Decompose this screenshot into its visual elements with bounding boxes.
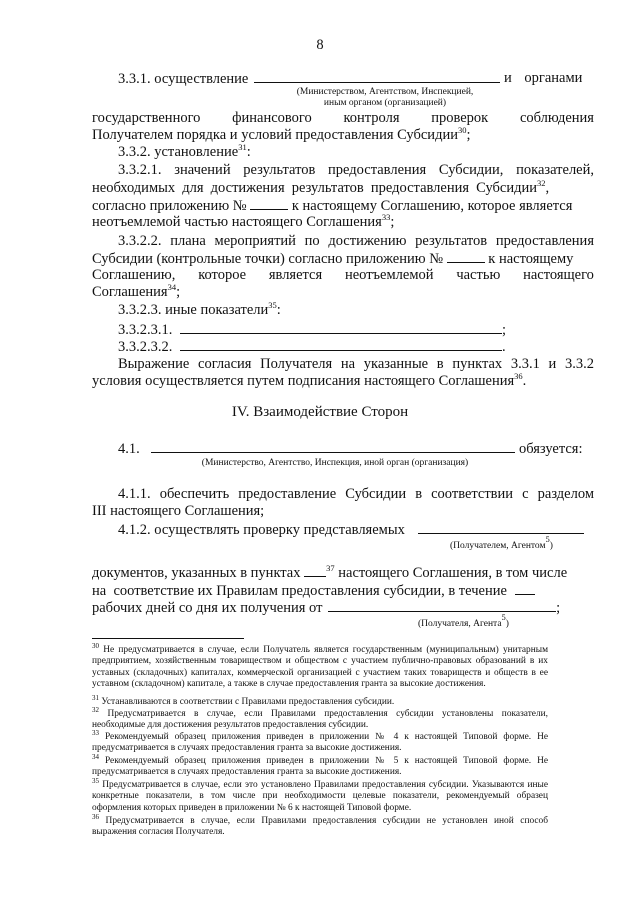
clause-3-3-2-3-2: [118, 338, 506, 356]
blank-field-recipient: [418, 521, 584, 534]
text: ;: [176, 284, 181, 300]
footnote-text: Предусматривается в случае, если Правилами предоставления субсидии не установлен иной способ выражения согласия Получателя.: [92, 816, 549, 838]
text: 4.1.2. осуществлять проверку представляемых: [118, 522, 405, 538]
text: согласно приложению №: [92, 198, 247, 214]
clause-3-3-1-line3: [92, 127, 471, 144]
text: необходимых для достижения результатов предоставления Субсидии: [92, 180, 537, 196]
text: .: [502, 339, 506, 355]
footnote-ref: 37: [326, 563, 335, 573]
word: неотъемлемой: [344, 267, 434, 283]
text: 3.3.2.3. иные показатели: [118, 302, 269, 318]
text: (Получателя, Агента: [418, 619, 502, 629]
clause-4-1: [118, 440, 583, 458]
word: является: [268, 267, 323, 283]
recipient-caption: [450, 534, 553, 552]
text: :: [246, 144, 251, 160]
text: условия осуществляется путем подписания настоящего Соглашения: [92, 373, 515, 389]
blank-field-authority: [151, 440, 515, 453]
page-number: 8: [316, 37, 324, 53]
clause-3-3-2-2-line2: [92, 250, 573, 268]
blank-field-clauses: [304, 564, 326, 577]
blank-field-indicator-1: [180, 321, 502, 334]
blank-field-recipient: [328, 599, 556, 612]
blank-field-authority: [254, 70, 500, 83]
word: настоящего: [523, 267, 594, 283]
text: неотъемлемой частью настоящего Соглашения: [92, 214, 382, 230]
clause-3-3-2-3-1: [118, 321, 506, 339]
footnote-number: 36: [92, 813, 99, 821]
footnote-ref: 35: [268, 300, 277, 310]
text: 3.3.2.3.1.: [118, 322, 173, 338]
footnote-ref: 5: [545, 534, 550, 544]
clause-3-3-2-1-line1: 3.3.2.1. значений результатов предоставления Субсидии, показателей,: [118, 162, 594, 178]
clause-3-3-2-2-line4: [92, 284, 180, 301]
clause-3-3-2: [118, 144, 251, 161]
footnote-number: 34: [92, 753, 99, 761]
clause-3-3-2-3: [118, 302, 281, 319]
section-heading: IV. Взаимодействие Сторон: [231, 404, 409, 420]
text: ;: [466, 127, 471, 143]
blank-field-days: [515, 582, 535, 595]
footnote-text: Рекомендуемый образец приложения приведен в приложении № 5 к настоящей Типовой форме. Не предусматривается в случаях предоставления гранта за высокие достижения.: [92, 756, 549, 778]
text: Соглашения: [92, 284, 168, 300]
authority-caption: (Министерство, Агентство, Инспекция, иной орган (организация): [201, 458, 469, 468]
clause-3-3-1-lead: 3.3.1. осуществление: [118, 71, 249, 87]
text: ,: [545, 180, 550, 196]
clause-3-3-2-1-line3: [92, 197, 572, 215]
word: государственного: [92, 110, 201, 126]
footnote: [92, 753, 549, 779]
consent-line2: [92, 373, 526, 390]
text: ;: [556, 600, 561, 616]
footnote-number: 30: [92, 642, 99, 650]
word: проверок: [431, 110, 489, 126]
word: контроля: [343, 110, 400, 126]
text: к настоящему Соглашению, которое является: [291, 198, 573, 214]
footnote-number: 35: [92, 777, 99, 785]
footnote: [92, 813, 549, 839]
text: настоящего Соглашения, в том числе: [338, 565, 568, 581]
word: Соглашению,: [92, 267, 176, 283]
word: частью: [456, 267, 501, 283]
authority-caption-2: иным органом (организацией): [323, 98, 447, 108]
footnote-ref: 32: [536, 178, 546, 188]
documents-line1: [92, 564, 567, 582]
clause-4-1-1-line1: 4.1.1. обеспечить предоставление Субсидии в соответствии с разделом: [118, 486, 594, 502]
footnote-text: Предусматривается в случае, если Правилами предоставления субсидии установлены показатели, необходимые для достижения результатов предоставления субсидии.: [92, 709, 549, 731]
footnote-ref: 34: [167, 282, 177, 292]
footnote: [92, 694, 548, 708]
clause-3-3-2-1-line4: [92, 214, 394, 231]
footnote-separator: [92, 638, 244, 639]
footnote-text: Не предусматривается в случае, если Получатель является государственным (муниципальным) унитарным предприятием, хозяйственным товариществом и обществом с участием публично-правовых образований в их уставных (складочных) капиталах, коммерческой организацией с участием таких товариществ и обществ в ее уставном (складочном) капитале, а также в случае предоставления гранта за высокие достижения.: [92, 645, 548, 690]
consent-line1: Выражение согласия Получателя на указанные в пунктах 3.3.1 и 3.3.2: [118, 356, 594, 372]
clause-3-3-1-line1: [118, 70, 500, 88]
text: 3.3.2.3.2.: [118, 339, 173, 355]
footnote-ref: 36: [514, 371, 523, 381]
footnote: [92, 706, 549, 732]
text: ): [549, 541, 553, 551]
footnote-text: Предусматривается в случае, если это установлено Правилами предоставления субсидии. Указываются иные конкретные показатели, в том числе при необходимости целевые показатели, рекомендуемый образец оформления которых приведен в приложении № 6 к настоящей Типовой форме.: [92, 780, 548, 813]
blank-field-appendix-number: [447, 250, 485, 263]
text: документов, указанных в пунктах: [92, 565, 301, 581]
footnote: [92, 729, 549, 755]
footnote-ref: 30: [457, 125, 467, 135]
authority-caption-1: (Министерством, Агентством, Инспекцией,: [296, 87, 474, 97]
text: 4.1.: [118, 441, 140, 457]
footnote-ref: 31: [238, 142, 247, 152]
documents-line3: [92, 599, 560, 617]
text: обязуется:: [519, 441, 583, 457]
text: 3.3.2. установление: [118, 144, 239, 160]
footnote-ref: 33: [381, 212, 391, 222]
clause-3-3-1-line2: [92, 110, 594, 127]
clause-3-3-2-2-line1: 3.3.2.2. плана мероприятий по достижению результатов предоставления: [118, 233, 594, 249]
documents-line2: [92, 582, 535, 600]
text: ;: [390, 214, 395, 230]
blank-field-indicator-2: [180, 338, 502, 351]
footnote-number: 31: [92, 694, 99, 702]
text: :: [276, 302, 281, 318]
footnote-text: Рекомендуемый образец приложения приведен в приложении № 4 к настоящей Типовой форме. Не предусматривается в случаях предоставления гранта за высокие достижения.: [92, 732, 549, 754]
footnote-ref: 5: [501, 612, 506, 622]
clause-4-1-1-line2: III настоящего Соглашения;: [92, 503, 265, 519]
text: .: [522, 373, 527, 389]
recipient-caption: [418, 612, 509, 630]
clause-3-3-1-and-organs: и органами: [504, 70, 583, 86]
word: которое: [198, 267, 247, 283]
clause-4-1-2-line1: [118, 521, 584, 539]
blank-field-appendix-number: [250, 197, 288, 210]
word: соблюдения: [519, 110, 594, 126]
footnote: [92, 642, 548, 691]
text: Получателем порядка и условий предоставления Субсидии: [92, 127, 458, 143]
footnote-number: 32: [92, 706, 99, 714]
text: ;: [502, 322, 507, 338]
footnote: [92, 777, 548, 814]
footnote-number: 33: [92, 729, 99, 737]
text: рабочих дней со дня их получения от: [92, 600, 323, 616]
word: финансового: [232, 110, 312, 126]
text: Субсидии (контрольные точки) согласно приложению №: [92, 251, 444, 267]
text: на соответствие их Правилам предоставления субсидии, в течение: [92, 583, 507, 599]
text: (Получателем, Агентом: [450, 541, 546, 551]
footnote-text: Устанавливаются в соответствии с Правилами предоставления субсидии.: [101, 697, 395, 707]
text: ): [505, 619, 509, 629]
text: к настоящему: [488, 251, 574, 267]
clause-3-3-2-1-line2: [92, 180, 549, 197]
